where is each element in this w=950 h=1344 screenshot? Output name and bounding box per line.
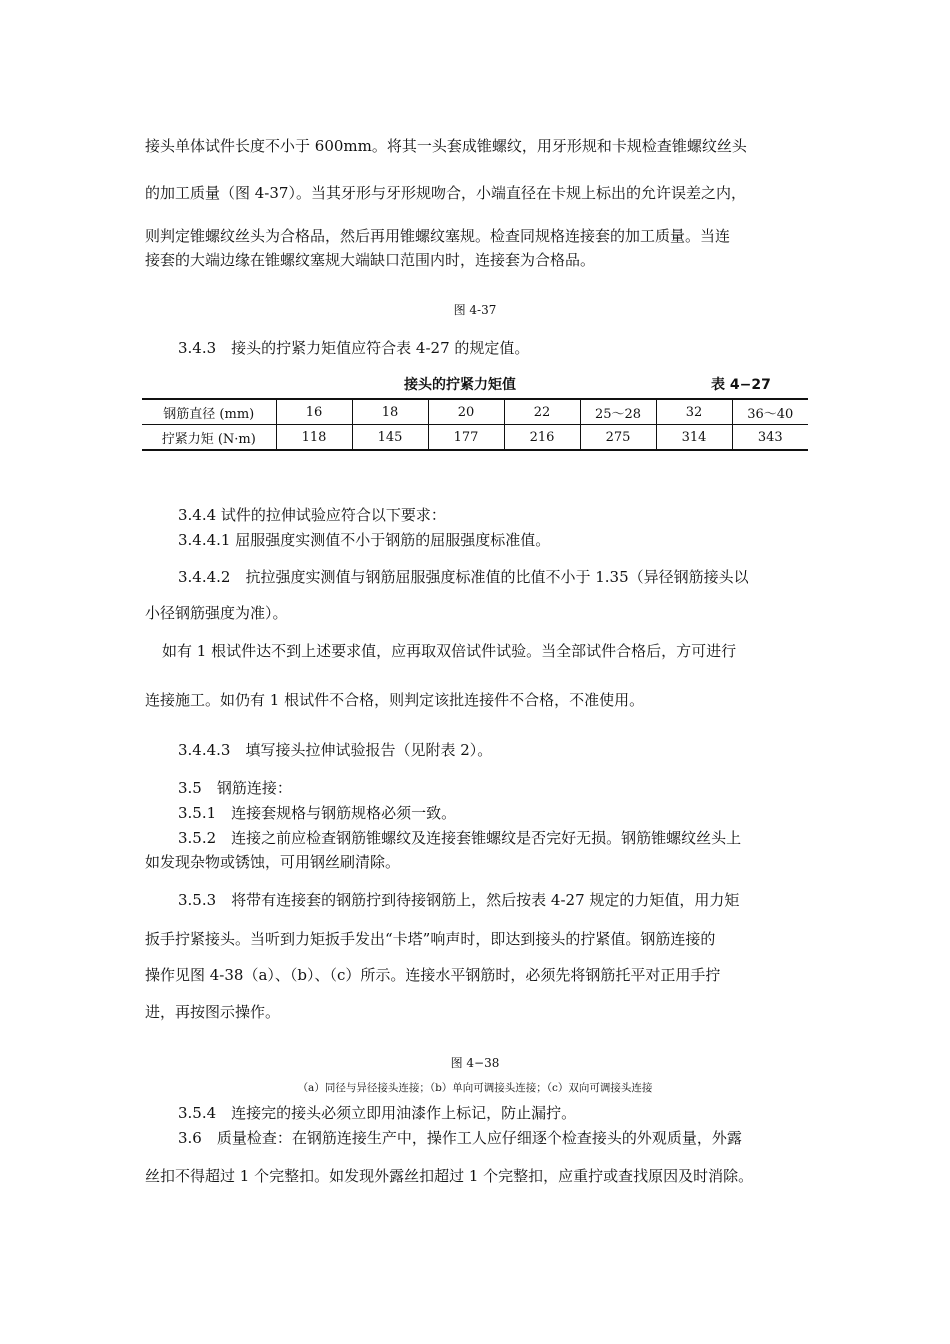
table-number: 表 4−27 bbox=[711, 377, 771, 393]
clause-text: 操作见图 4-38（a）、（b）、（c）所示。连接水平钢筋时，必须先将钢筋托平对正用手拧 bbox=[145, 966, 721, 984]
table-row bbox=[142, 425, 808, 451]
paragraph-line: 如有 1 根试件达不到上述要求值，应再取双倍试件试验。当全部试件合格后，方可进行 bbox=[162, 642, 737, 660]
table-cell: 216 bbox=[504, 425, 580, 451]
table-title: 接头的拧紧力矩值 bbox=[404, 377, 516, 393]
table-row-header: 钢筋直径 (mm) bbox=[142, 399, 276, 425]
clause-text: 如发现杂物或锈蚀，可用钢丝刷清除。 bbox=[145, 853, 401, 871]
clause-text: 3.5.1 连接套规格与钢筋规格必须一致。 bbox=[178, 804, 457, 822]
table-row-header: 拧紧力矩 (N·m) bbox=[142, 425, 276, 451]
paragraph-line: 则判定锥螺纹丝头为合格品，然后再用锥螺纹塞规。检查同规格连接套的加工质量。当连 bbox=[145, 227, 731, 245]
clause-text: 3.4.4.3 填写接头拉伸试验报告（见附表 2）。 bbox=[178, 741, 493, 759]
table-cell: 22 bbox=[504, 399, 580, 425]
table-cell: 118 bbox=[276, 425, 352, 451]
clause-text: 进，再按图示操作。 bbox=[145, 1003, 281, 1021]
table-row bbox=[142, 399, 808, 425]
table-cell: 16 bbox=[276, 399, 352, 425]
table-cell: 32 bbox=[656, 399, 732, 425]
table-cell: 145 bbox=[352, 425, 428, 451]
clause-text: 扳手拧紧接头。当听到力矩扳手发出“卡塔”响声时，即达到接头的拧紧值。钢筋连接的 bbox=[145, 930, 716, 948]
table-cell: 343 bbox=[732, 425, 808, 451]
clause-text: 丝扣不得超过 1 个完整扣。如发现外露丝扣超过 1 个完整扣，应重拧或查找原因及时消除。 bbox=[145, 1167, 754, 1185]
table-cell: 18 bbox=[352, 399, 428, 425]
clause-text: 小径钢筋强度为准）。 bbox=[145, 604, 288, 622]
figure-label: 图 4-37 bbox=[453, 303, 497, 317]
figure-caption: （a）同径与异径接头连接；（b）单向可调接头连接；（c）双向可调接头连接 bbox=[297, 1082, 653, 1094]
torque-table bbox=[142, 398, 808, 451]
paragraph-line: 接头单体试件长度不小于 600mm。将其一头套成锥螺纹，用牙形规和卡规检查锥螺纹丝头 bbox=[145, 137, 747, 155]
table-cell: 177 bbox=[428, 425, 504, 451]
clause-text: 3.4.4.1 屈服强度实测值不小于钢筋的屈服强度标准值。 bbox=[178, 531, 551, 549]
table-cell: 36～40 bbox=[732, 399, 808, 425]
clause-text: 3.5.4 连接完的接头必须立即用油漆作上标记，防止漏拧。 bbox=[178, 1104, 577, 1122]
table-cell: 20 bbox=[428, 399, 504, 425]
section-heading: 3.5 钢筋连接： bbox=[178, 779, 292, 797]
paragraph-line: 连接施工。如仍有 1 根试件不合格，则判定该批连接件不合格，不准使用。 bbox=[145, 691, 645, 709]
table-cell: 314 bbox=[656, 425, 732, 451]
clause-text: 3.4.4.2 抗拉强度实测值与钢筋屈服强度标准值的比值不小于 1.35（异径钢筋接头以 bbox=[178, 568, 749, 586]
table-cell: 25～28 bbox=[580, 399, 656, 425]
clause-text: 3.4.3 接头的拧紧力矩值应符合表 4-27 的规定值。 bbox=[178, 339, 530, 357]
paragraph-line: 的加工质量（图 4-37）。当其牙形与牙形规吻合，小端直径在卡规上标出的允许误差之内， bbox=[145, 184, 746, 202]
clause-text: 3.5.2 连接之前应检查钢筋锥螺纹及连接套锥螺纹是否完好无损。钢筋锥螺纹丝头上 bbox=[178, 829, 742, 847]
clause-text: 3.6 质量检查：在钢筋连接生产中，操作工人应仔细逐个检查接头的外观质量，外露 bbox=[178, 1129, 742, 1147]
figure-label: 图 4−38 bbox=[450, 1056, 500, 1070]
clause-text: 3.5.3 将带有连接套的钢筋拧到待接钢筋上，然后按表 4-27 规定的力矩值，用力矩 bbox=[178, 891, 740, 909]
table-cell: 275 bbox=[580, 425, 656, 451]
paragraph-line: 接套的大端边缘在锥螺纹塞规大端缺口范围内时，连接套为合格品。 bbox=[145, 251, 596, 269]
clause-text: 3.4.4 试件的拉伸试验应符合以下要求： bbox=[178, 506, 446, 524]
